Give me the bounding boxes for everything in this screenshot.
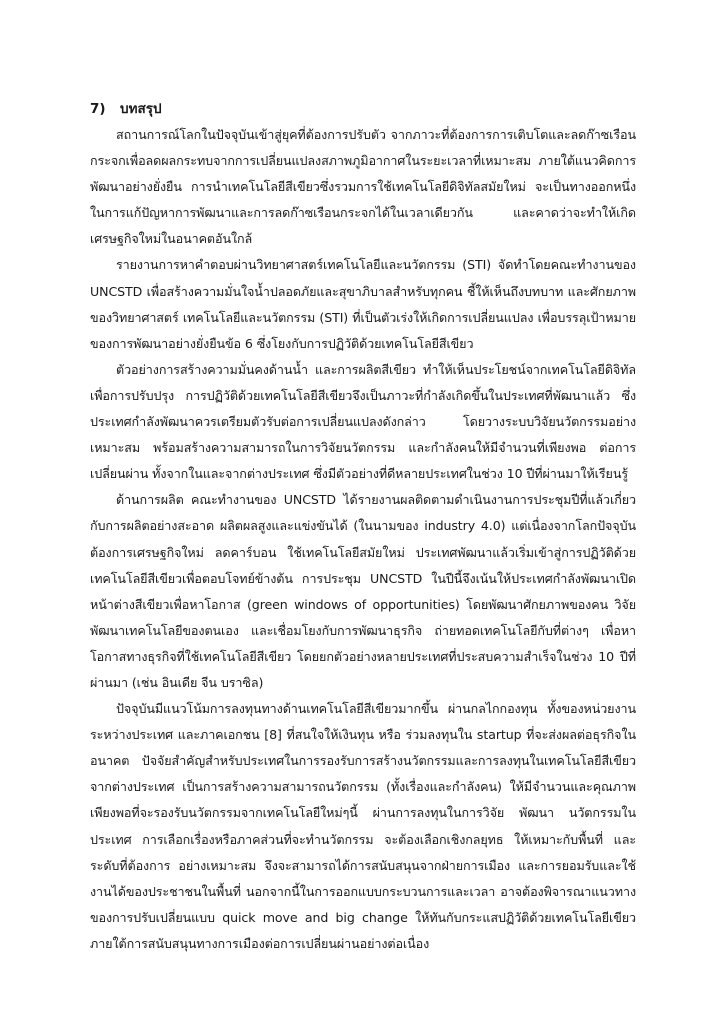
paragraph-5: ปัจจุบันมีแนวโน้มการลงทุนทางด้านเทคโนโลยีสีเขียวมากขึ้น ผ่านกลไกกองทุน ทั้งของหน่วยงานระหว่างประเทศ และภาคเอกชน [8] ที่สนใจให้เงินทุน หรือ ร่วมลงทุนใน startup ที่จะส่งผลต่อธุรกิจในอนาคต ปัจจัยสำคัญสำหรับประเทศในการรองรับการสร้างนวัตกรรมและการลงทุนในเทคโนโลยีสีเขียวจากต่างประเทศ เป็นการสร้างความสามารถนวัตกรรม (ทั้งเรื่องและกำลังคน) ให้มีจำนวนและคุณภาพเพียงพอที่จะรองรับนวัตกรรมจากเทคโนโลยีใหม่ๆนี้ ผ่านการลงทุนในการวิจัย พัฒนา นวัตกรรมในประเทศ การเลือกเรื่องหรือภาคส่วนที่จะทำนวัตกรรม จะต้องเลือกเชิงกลยุทธ ให้เหมาะกับพื้นที่ และระดับที่ต้องการ อย่างเหมาะสม จึงจะสามารถได้การสนับสนุนจากฝ่ายการเมือง และการยอมรับและใช้งานได้ของประชาชนในพื้นที่ นอกจากนี้ในการออกแบบกระบวนการและเวลา อาจต้องพิจารณาแนวทางของการปรับเปลี่ยนแบบ quick move and big change ให้ทันกับกระแสปฏิวัติด้วยเทคโนโลยีเขียว ภายใต้การสนับสนุนทางการเมืองต่อการเปลี่ยนผ่านอย่างต่อเนื่อง [90,701,636,951]
paragraph-4: ด้านการผลิต คณะทำงานของ UNCSTD ได้รายงานผลติดตามดำเนินงานการประชุมปีที่แล้วเกี่ยวกับการผลิตอย่างสะอาด ผลิตผลสูงและแข่งขันได้ (ในนามของ industry 4.0) แต่เนื่องจากโลกปัจจุบันต้องการเศรษฐกิจใหม่ ลดคาร์บอน ใช้เทคโนโลยีสมัยใหม่ ประเทศพัฒนาแล้วเริ่มเข้าสู่การปฏิวัติด้วยเทคโนโลยีสีเขียวเพื่อตอบโจทย์ข้างต้น การประชุม UNCSTD ในปีนี้จึงเน้นให้ประเทศกำลังพัฒนาเปิดหน้าต่างสีเขียวเพื่อหาโอกาส (green windows of opportunities) โดยพัฒนาศักยภาพของคน วิจัยพัฒนาเทคโนโลยีของตนเอง และเชื่อมโยงกับการพัฒนาธุรกิจ ถ่ายทอดเทคโนโลยีกับที่ต่างๆ เพื่อหาโอกาสทางธุรกิจที่ใช้เทคโนโลยีสีเขียว โดยยกตัวอย่างหลายประเทศที่ประสบความสำเร็จในช่วง 10 ปีที่ผ่านมา (เช่น อินเดีย จีน บราซิล) [90,492,636,690]
section-heading [90,96,636,122]
section-number: 7) [90,101,106,117]
paragraph-1: สถานการณ์โลกในปัจจุบันเข้าสู่ยุคที่ต้องการปรับตัว จากภาวะที่ต้องการการเติบโตและลดก๊าซเรือนกระจกเพื่อลดผลกระทบจากการเปลี่ยนแปลงสภาพภูมิอากาศในระยะเวลาที่เหมาะสม ภายใต้แนวคิดการพัฒนาอย่างยั่งยืน การนำเทคโนโลยีสีเขียวซึ่งรวมการใช้เทคโนโลยีดิจิทัลสมัยใหม่ จะเป็นทางออกหนึ่งในการแก้ปัญหาการพัฒนาและการลดก๊าซเรือนกระจกได้ในเวลาเดียวกัน และคาดว่าจะทำให้เกิดเศรษฐกิจใหม่ในอนาคตอันใกล้ [90,127,636,247]
paragraph-3: ตัวอย่างการสร้างความมั่นคงด้านน้ำ และการผลิตสีเขียว ทำให้เห็นประโยชน์จากเทคโนโลยีดิจิทัล เพื่อการปรับปรุง การปฏิวัติด้วยเทคโนโลยีสีเขียวจึงเป็นภาวะที่กำลังเกิดขึ้นในประเทศที่พัฒนาแล้ว ซึ่งประเทศกำลังพัฒนาควรเตรียมตัวรับต่อการเปลี่ยนแปลงดังกล่าว โดยวางระบบวิจัยนวัตกรรมอย่างเหมาะสม พร้อมสร้างความสามารถในการวิจัยนวัตกรรม และกำลังคนให้มีจำนวนที่เพียงพอ ต่อการเปลี่ยนผ่าน ทั้งจากในและจากต่างประเทศ ซึ่งมีตัวอย่างที่ดีหลายประเทศในช่วง 10 ปีที่ผ่านมาให้เรียนรู้ [90,361,636,482]
paragraph-2: รายงานการหาคำตอบผ่านวิทยาศาสตร์เทคโนโลยีและนวัตกรรม (STI) จัดทำโดยคณะทำงานของ UNCSTD เพื่อสร้างความมั่นใจน้ำปลอดภัยและสุขาภิบาลสำหรับทุกคน ชี้ให้เห็นถึงบทบาท และศักยภาพของวิทยาศาสตร์ เทคโนโลยีและนวัตกรรม (STI) ที่เป็นตัวเร่งให้เกิดการเปลี่ยนแปลง เพื่อบรรลุเป้าหมายของการพัฒนาอย่างยั่งยืนข้อ 6 ซึ่งโยงกับการปฏิวัติด้วยเทคโนโลยีสีเขียว [90,257,636,351]
section-title: บทสรุป [120,101,162,117]
